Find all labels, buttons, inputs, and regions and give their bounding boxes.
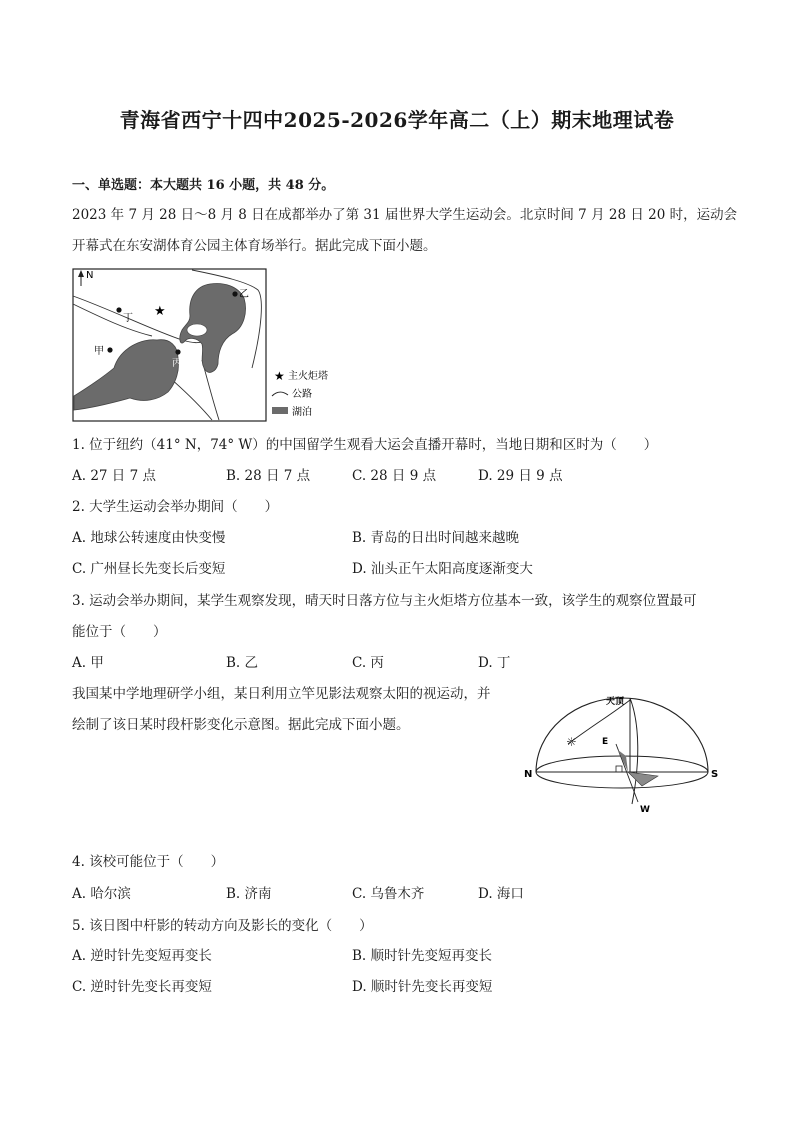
page-title: 青海省西宁十四中2025-2026学年高二（上）期末地理试卷 bbox=[119, 108, 675, 132]
point-yi bbox=[232, 291, 237, 296]
north-label: N bbox=[86, 270, 94, 281]
q1-option-d[interactable]: D. 29 日 9 点 bbox=[478, 468, 563, 484]
north-dir-label: N bbox=[524, 769, 533, 780]
rod-shadow-1 bbox=[618, 750, 628, 772]
label-ding: 丁 bbox=[123, 313, 133, 324]
q3-stem-line-2: 能位于（ ） bbox=[72, 624, 167, 640]
q1-option-c[interactable]: C. 28 日 9 点 bbox=[352, 468, 437, 484]
q2-option-b[interactable]: B. 青岛的日出时间越来越晚 bbox=[352, 530, 520, 546]
section-heading: 一、单选题：本大题共 16 小题，共 48 分。 bbox=[72, 178, 335, 193]
passage-2-line-2: 绘制了该日某时段杆影变化示意图。据此完成下面小题。 bbox=[72, 717, 410, 733]
passage-2-line-1: 我国某中学地理研学小组，某日利用立竿见影法观察太阳的视运动，并 bbox=[72, 686, 491, 702]
torch-star-icon: ★ bbox=[154, 304, 166, 319]
sun-icon: ☼ bbox=[566, 735, 577, 749]
right-angle-mark bbox=[616, 766, 622, 772]
chengdu-lake-map bbox=[72, 268, 362, 424]
q5-option-b[interactable]: B. 顺时针先变短再变长 bbox=[352, 948, 493, 964]
label-yi: 乙 bbox=[239, 289, 249, 300]
point-bing bbox=[175, 349, 180, 354]
passage-1-line-2: 开幕式在东安湖体育公园主体育场举行。据此完成下面小题。 bbox=[72, 238, 437, 254]
q5-option-a[interactable]: A. 逆时针先变短再变长 bbox=[72, 948, 212, 964]
rod-shadow-2 bbox=[628, 772, 658, 786]
q4-stem: 4. 该校可能位于（ ） bbox=[72, 854, 225, 870]
q3-option-b[interactable]: B. 乙 bbox=[226, 655, 259, 671]
q5-stem: 5. 该日图中杆影的转动方向及影长的变化（ ） bbox=[72, 918, 373, 934]
q4-option-b[interactable]: B. 济南 bbox=[226, 886, 272, 902]
q2-option-d[interactable]: D. 汕头正午太阳高度逐渐变大 bbox=[352, 561, 533, 577]
q5-option-d[interactable]: D. 顺时针先变长再变短 bbox=[352, 979, 493, 995]
q1-stem: 1. 位于纽约（41° N，74° W）的中国留学生观看大运会直播开幕时，当地日期和区时为（ ） bbox=[72, 437, 658, 453]
q5-option-c[interactable]: C. 逆时针先变长再变短 bbox=[72, 979, 212, 995]
label-jia: 甲 bbox=[94, 346, 104, 357]
q3-stem-line-1: 3. 运动会举办期间，某学生观察发现，晴天时日落方位与主火炬塔方位基本一致，该学生的观察位置最可 bbox=[72, 593, 697, 609]
legend-torch-label: 主火炬塔 bbox=[288, 371, 328, 382]
point-ding bbox=[116, 307, 121, 312]
passage-1-line-1: 2023 年 7 月 28 日～8 月 8 日在成都举办了第 31 届世界大学生运动会。北京时间 7 月 28 日 20 时，运动会 bbox=[72, 207, 738, 223]
west-dir-label: W bbox=[640, 805, 650, 815]
south-dir-label: S bbox=[711, 769, 719, 780]
legend-road-label: 公路 bbox=[292, 389, 312, 400]
lake-island bbox=[187, 324, 207, 336]
east-dir-label: E bbox=[602, 737, 609, 747]
q3-option-c[interactable]: C. 丙 bbox=[352, 655, 384, 671]
point-jia bbox=[107, 347, 112, 352]
q1-option-b[interactable]: B. 28 日 7 点 bbox=[226, 468, 311, 484]
label-bing: 丙 bbox=[172, 358, 182, 369]
q4-option-a[interactable]: A. 哈尔滨 bbox=[72, 886, 131, 902]
q2-option-c[interactable]: C. 广州昼长先变长后变短 bbox=[72, 561, 226, 577]
legend-lake-icon bbox=[272, 407, 288, 414]
q4-option-c[interactable]: C. 乌鲁木齐 bbox=[352, 886, 425, 902]
q1-option-a[interactable]: A. 27 日 7 点 bbox=[72, 468, 156, 484]
q4-option-d[interactable]: D. 海口 bbox=[478, 886, 524, 902]
q3-option-d[interactable]: D. 丁 bbox=[478, 655, 511, 671]
q3-option-a[interactable]: A. 甲 bbox=[72, 655, 104, 671]
legend-torch-icon: ★ bbox=[274, 369, 285, 383]
sun-path-hemisphere-diagram bbox=[522, 684, 720, 818]
zenith-label: 天顶 bbox=[606, 697, 625, 707]
q2-option-a[interactable]: A. 地球公转速度由快变慢 bbox=[72, 530, 226, 546]
q2-stem: 2. 大学生运动会举办期间（ ） bbox=[72, 499, 279, 515]
legend-lake-label: 湖泊 bbox=[292, 407, 312, 418]
legend-road-icon bbox=[272, 392, 288, 396]
